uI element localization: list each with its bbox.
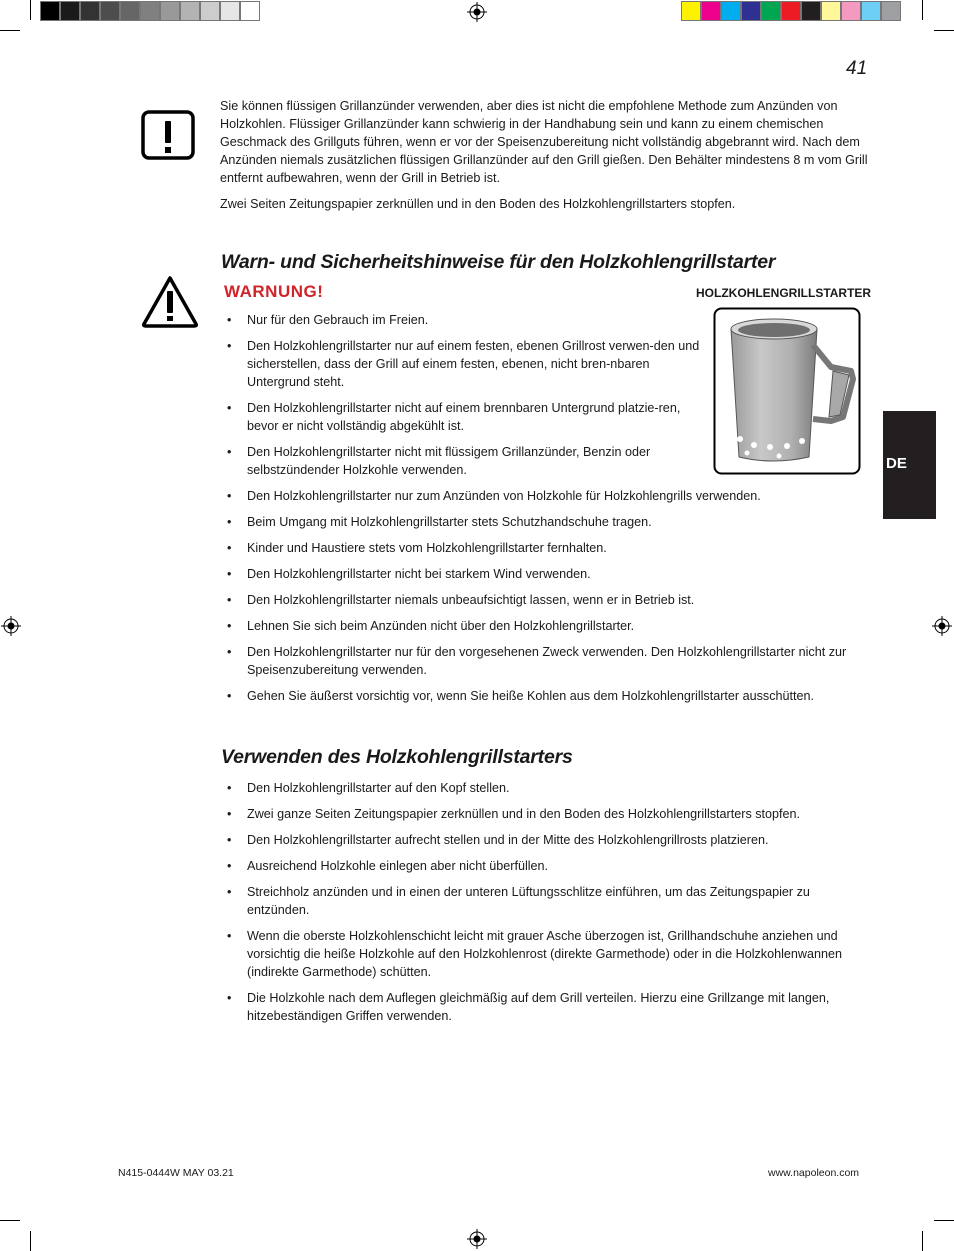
list-item: • Gehen Sie äußerst vorsichtig vor, wenn Sie heiße Kohlen aus dem Holzkohlengrillstarter ausschütten. — [225, 687, 870, 705]
safety-list — [225, 487, 870, 713]
calibration-swatch — [761, 1, 781, 21]
list-item: • Den Holzkohlengrillstarter nur für den vorgesehenen Zweck verwenden. Den Holzkohlengrillstarter nicht zur Speisenzubereitung verwenden. — [225, 643, 870, 679]
crop-mark — [30, 0, 31, 20]
calibration-swatch — [881, 1, 901, 21]
calibration-swatch — [160, 1, 180, 21]
calibration-swatch — [100, 1, 120, 21]
crop-mark — [934, 1220, 954, 1221]
list-item: • Den Holzkohlengrillstarter nicht mit flüssigem Grillanzünder, Benzin oder selbstzündender Holzkohle verwenden. — [225, 443, 705, 479]
list-item: • Zwei ganze Seiten Zeitungspapier zerknüllen und in den Boden des Holzkohlengrillstarters stopfen. — [225, 805, 870, 823]
calibration-swatch — [40, 1, 60, 21]
calibration-swatch — [721, 1, 741, 21]
website-url: www.napoleon.com — [768, 1167, 860, 1179]
charcoal-starter-illustration — [713, 307, 861, 475]
figure-label: HOLZKOHLENGRILLSTARTER — [696, 286, 872, 300]
list-item: • Kinder und Haustiere stets vom Holzkohlengrillstarter fernhalten. — [225, 539, 870, 557]
usage-heading: Verwenden des Holzkohlengrillstarters — [221, 746, 573, 768]
list-item: • Den Holzkohlengrillstarter niemals unbeaufsichtigt lassen, wenn er in Betrieb ist. — [225, 591, 870, 609]
language-tab — [883, 411, 936, 519]
registration-mark-icon — [1, 616, 21, 636]
crop-mark — [0, 30, 20, 31]
calibration-swatch — [240, 1, 260, 21]
calibration-swatch — [741, 1, 761, 21]
calibration-swatch — [821, 1, 841, 21]
registration-mark-icon — [467, 2, 487, 22]
usage-list — [225, 779, 870, 1033]
calibration-swatch — [861, 1, 881, 21]
calibration-swatch — [180, 1, 200, 21]
intro-text — [220, 97, 870, 221]
registration-mark-icon — [932, 616, 952, 636]
list-item: • Lehnen Sie sich beim Anzünden nicht über den Holzkohlengrillstarter. — [225, 617, 870, 635]
calibration-swatch — [200, 1, 220, 21]
calibration-swatch — [781, 1, 801, 21]
list-item: • Die Holzkohle nach dem Auflegen gleichmäßig auf dem Grill verteilen. Hierzu eine Grillzange mit langen, hitzebeständigen Griffen verwenden. — [225, 989, 870, 1025]
grayscale-calibration-bar — [40, 1, 260, 21]
list-item: • Nur für den Gebrauch im Freien. — [225, 311, 705, 329]
crop-mark — [922, 1231, 923, 1251]
list-item: • Wenn die oberste Holzkohlenschicht leicht mit grauer Asche überzogen ist, Grillhandschuhe anziehen und vorsichtig die heiße Holzkohle auf den Holzkohlenrost (direkte Garmethode) oder in die Holzkohlenwannen (indirekte Garmethode) schütten. — [225, 927, 870, 981]
list-item: • Den Holzkohlengrillstarter auf den Kopf stellen. — [225, 779, 870, 797]
page-number: 41 — [846, 58, 868, 79]
crop-mark — [934, 30, 954, 31]
color-calibration-bar — [681, 1, 901, 21]
warning-label: WARNUNG! — [224, 282, 324, 301]
intro-paragraph: Zwei Seiten Zeitungspapier zerknüllen und in den Boden des Holzkohlengrillstarters stopfen. — [220, 197, 736, 211]
list-item: • Den Holzkohlengrillstarter nicht auf einem brennbaren Untergrund platzie-ren, bevor er nicht vollständig abgekühlt ist. — [225, 399, 705, 435]
calibration-swatch — [841, 1, 861, 21]
calibration-swatch — [140, 1, 160, 21]
intro-paragraph: Sie können flüssigen Grillanzünder verwenden, aber dies ist nicht die empfohlene Methode zum Anzünden von Holzkohlen. Flüssiger Grillanzünder kann schwierig in der Handhabung sein und kann zu einem chemischen Geschmack des Grillguts führen, wenn er vor der Speisenzubereitung nicht vollständig abgebrannt wird. Nach dem Anzünden niemals zusätzlichen flüssigen Grillanzünder auf den Grill gießen. Den Behälter mindestens 8 m vom Grill entfernt aufbewahren, wenn der Grill in Betrieb ist. — [220, 99, 868, 185]
list-item: • Den Holzkohlengrillstarter nur auf einem festen, ebenen Grillrost verwen-den und sicherstellen, dass der Grill auf einem festen, ebenen, nicht bren-nbaren Untergrund steht. — [225, 337, 705, 391]
calibration-swatch — [60, 1, 80, 21]
list-item: • Den Holzkohlengrillstarter aufrecht stellen und in der Mitte des Holzkohlengrillrosts platzieren. — [225, 831, 870, 849]
safety-heading: Warn- und Sicherheitshinweise für den Holzkohlengrillstarter — [221, 251, 776, 273]
calibration-swatch — [681, 1, 701, 21]
list-item: • Beim Umgang mit Holzkohlengrillstarter stets Schutzhandschuhe tragen. — [225, 513, 870, 531]
calibration-swatch — [80, 1, 100, 21]
list-item: • Streichholz anzünden und in einen der unteren Lüftungsschlitze einführen, um das Zeitungspapier zu entzünden. — [225, 883, 870, 919]
calibration-swatch — [220, 1, 240, 21]
calibration-swatch — [120, 1, 140, 21]
calibration-swatch — [801, 1, 821, 21]
caution-exclamation-icon — [141, 110, 195, 160]
crop-mark — [30, 1231, 31, 1251]
language-tab-label: DE — [886, 455, 907, 472]
crop-mark — [922, 0, 923, 20]
warning-triangle-icon — [141, 275, 199, 329]
list-item: • Den Holzkohlengrillstarter nicht bei starkem Wind verwenden. — [225, 565, 870, 583]
calibration-swatch — [701, 1, 721, 21]
safety-list — [225, 311, 705, 487]
list-item: • Ausreichend Holzkohle einlegen aber nicht überfüllen. — [225, 857, 870, 875]
list-item: • Den Holzkohlengrillstarter nur zum Anzünden von Holzkohle für Holzkohlengrills verwenden. — [225, 487, 870, 505]
document-code: N415-0444W MAY 03.21 — [118, 1167, 234, 1179]
crop-mark — [0, 1220, 20, 1221]
registration-mark-icon — [467, 1229, 487, 1249]
